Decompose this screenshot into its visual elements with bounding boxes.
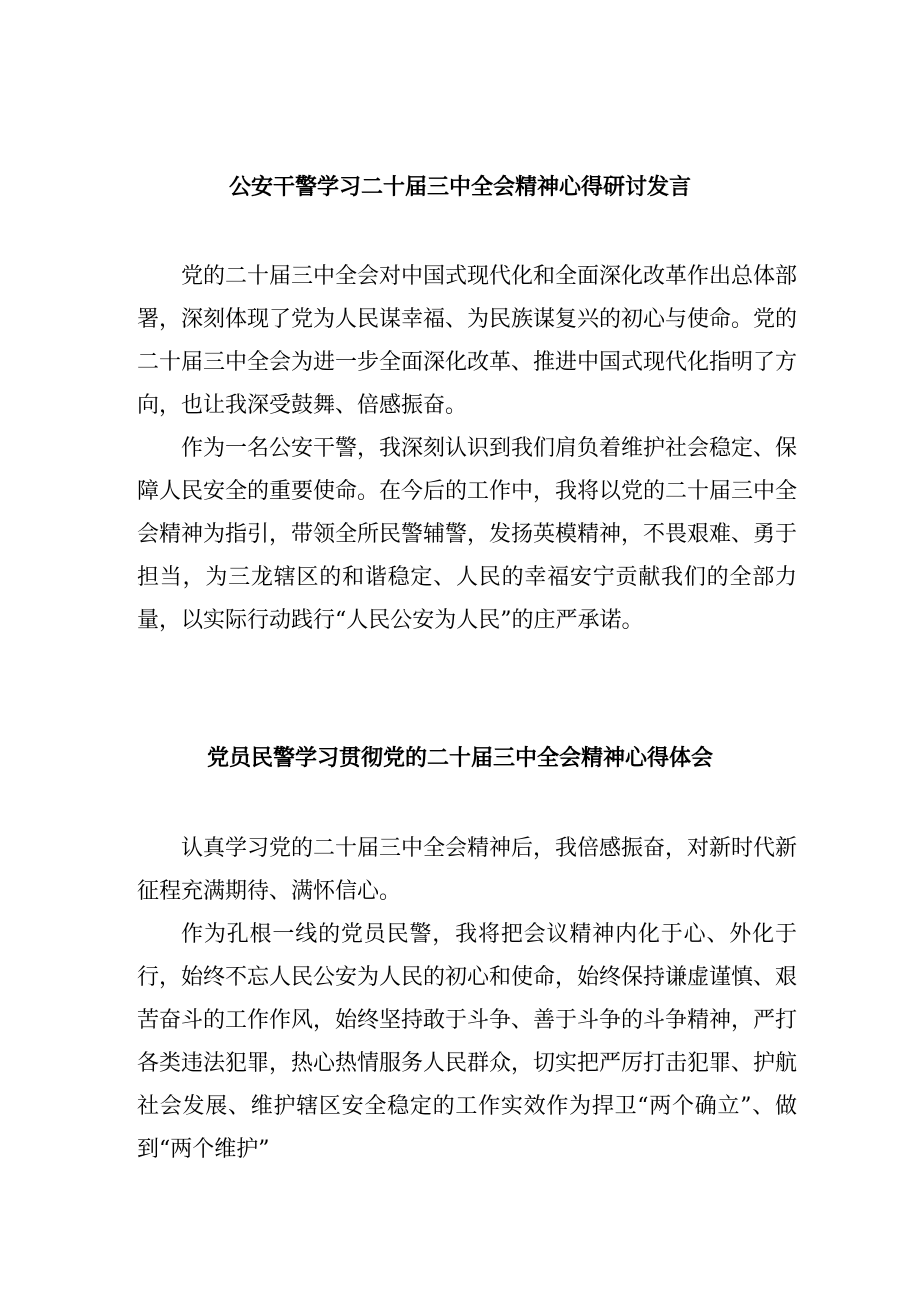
section-2-paragraph-1: 认真学习党的二十届三中全会精神后，我倍感振奋，对新时代新征程充满期待、满怀信心。 — [137, 836, 798, 904]
section-1-title: 公安干警学习二十届三中全会精神心得研讨发言 — [228, 174, 691, 200]
section-2-title: 党员民警学习贯彻党的二十届三中全会精神心得体会 — [206, 745, 713, 771]
section-1-paragraph-2: 作为一名公安干警，我深刻认识到我们肩负着维护社会稳定、保障人民安全的重要使命。在今后的工作中，我将以党的二十届三中全会精神为指引，带领全所民警辅警，发扬英模精神，不畏艰难、勇于担当，为三龙辖区的和谐稳定、人民的幸福安宁贡献我们的全部力量，以实际行动践行“人民公安为人民”的庄严承诺。 — [137, 436, 798, 633]
section-2-paragraph-2: 作为孔根一线的党员民警，我将把会议精神内化于心、外化于行，始终不忘人民公安为人民的初心和使命，始终保持谦虚谨慎、艰苦奋斗的工作作风，始终坚持敢于斗争、善于斗争的斗争精神，严打各类违法犯罪，热心热情服务人民群众，切实把严厉打击犯罪、护航社会发展、维护辖区安全稳定的工作实效作为捍卫“两个确立”、做到“两个维护” — [137, 922, 798, 1162]
section-1-paragraph-1: 党的二十届三中全会对中国式现代化和全面深化改革作出总体部署，深刻体现了党为人民谋幸福、为民族谋复兴的初心与使命。党的二十届三中全会为进一步全面深化改革、推进中国式现代化指明了方向，也让我深受鼓舞、倍感振奋。 — [137, 264, 798, 418]
